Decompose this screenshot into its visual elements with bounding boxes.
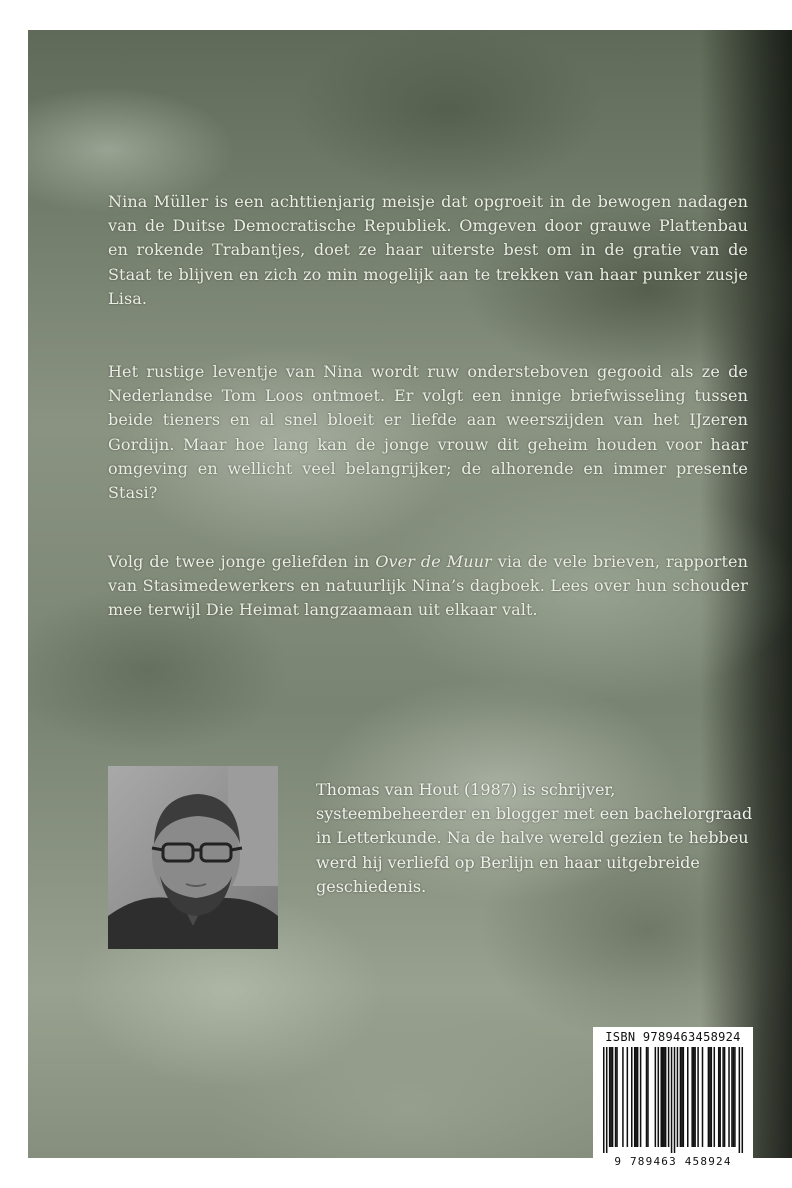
barcode-bar [709,1047,711,1147]
barcode-bar [637,1047,639,1147]
barcode-bar [677,1047,679,1147]
barcode-bar [668,1047,670,1147]
barcode-bar [702,1047,704,1147]
barcode-bar [711,1047,713,1147]
barcode-bar [663,1047,665,1147]
blurb-p3-text-after: via de vele brieven, rapporten van Stasimedewerkers en natuurlijk Nina’s dagboek. Lees over hun schouder mee terwijl Die Heimat langzaamaan uit elkaar valt. [108,552,749,620]
barcode-bar [697,1047,699,1147]
author-photo [108,766,278,949]
barcode-bar [658,1047,660,1147]
barcode-bar [739,1047,741,1153]
isbn-barcode [593,1027,753,1175]
barcode-bar [742,1047,744,1153]
barcode-bar [635,1047,637,1147]
blurb-paragraph-3 [108,550,748,623]
barcode-bar [655,1047,657,1147]
blurb-paragraph-2: Het rustige leventje van Nina wordt ruw ondersteboven gegooid als ze de Nederlandse Tom Loos ontmoet. Er volgt een innige briefwisseling tussen beide tieners en al snel bloeit er liefde aan weerszijden van het IJzeren Gordijn. Maar hoe lang kan de jonge vrouw dit geheim houden voor haar omgeving en wellicht veel belangrijker; de alhorende en immer presente Stasi? [108,362,748,503]
book-back-cover [28,30,792,1168]
barcode-bar [708,1047,710,1147]
barcode-bar [719,1047,721,1147]
barcode-bars [603,1047,743,1153]
barcode-bar [733,1047,735,1147]
barcode-bar [687,1047,689,1147]
barcode-bar [631,1047,633,1147]
barcode-bar [674,1047,676,1153]
barcode-bar [734,1047,736,1147]
barcode-bar [662,1047,664,1147]
barcode-bar [671,1047,673,1153]
barcode-bar [634,1047,636,1147]
barcode-bar [612,1047,614,1147]
barcode-bar [728,1047,730,1147]
barcode-bar [616,1047,618,1147]
barcode-bar [714,1047,716,1147]
barcode-bar [606,1047,608,1153]
barcode-bar [615,1047,617,1147]
barcode-bar [622,1047,624,1147]
barcode-bar [724,1047,726,1147]
barcode-bar [722,1047,724,1147]
barcode-digits: 9 789463 458924 [614,1155,732,1168]
barcode-bar [694,1047,696,1147]
barcode-bar [691,1047,693,1147]
barcode-bar [646,1047,648,1147]
barcode-bar [693,1047,695,1147]
barcode-bar [647,1047,649,1147]
barcode-bar [683,1047,685,1147]
barcode-bar [665,1047,667,1147]
author-portrait-image [108,766,278,949]
isbn-label: ISBN 9789463458924 [605,1030,741,1044]
barcode-bar [680,1047,682,1147]
blurb-p3-text-before: Volg de twee jonge geliefden in [108,552,376,571]
blurb-paragraph-1: Nina Müller is een achttienjarig meisje dat opgroeit in de bewogen nadagen van de Duitse Democratische Republiek. Omgeven door grauwe Plattenbau en rokende Trabantjes, doet ze haar uiterste best om in de gratie van de Staat te blijven en zich zo min mogelijk aan te trekken van haar punker zusje Lisa. [108,192,748,308]
barcode-bar [731,1047,733,1147]
barcode-bar [640,1047,642,1147]
barcode-bar [681,1047,683,1147]
barcode-bar [660,1047,662,1147]
barcode-bar [718,1047,720,1147]
barcode-bar [609,1047,611,1147]
barcode-bar [610,1047,612,1147]
book-title-italic: Over de Muur [375,552,492,571]
barcode-bar [627,1047,629,1147]
barcode-bar [603,1047,605,1153]
author-bio: Thomas van Hout (1987) is schrijver, systeembeheerder en blogger met een bachelorgraad in Letterkunde. Na de halve wereld gezien te hebbeu werd hij verliefd op Berlijn en haar uitgebreide geschiedenis. [316,780,753,896]
